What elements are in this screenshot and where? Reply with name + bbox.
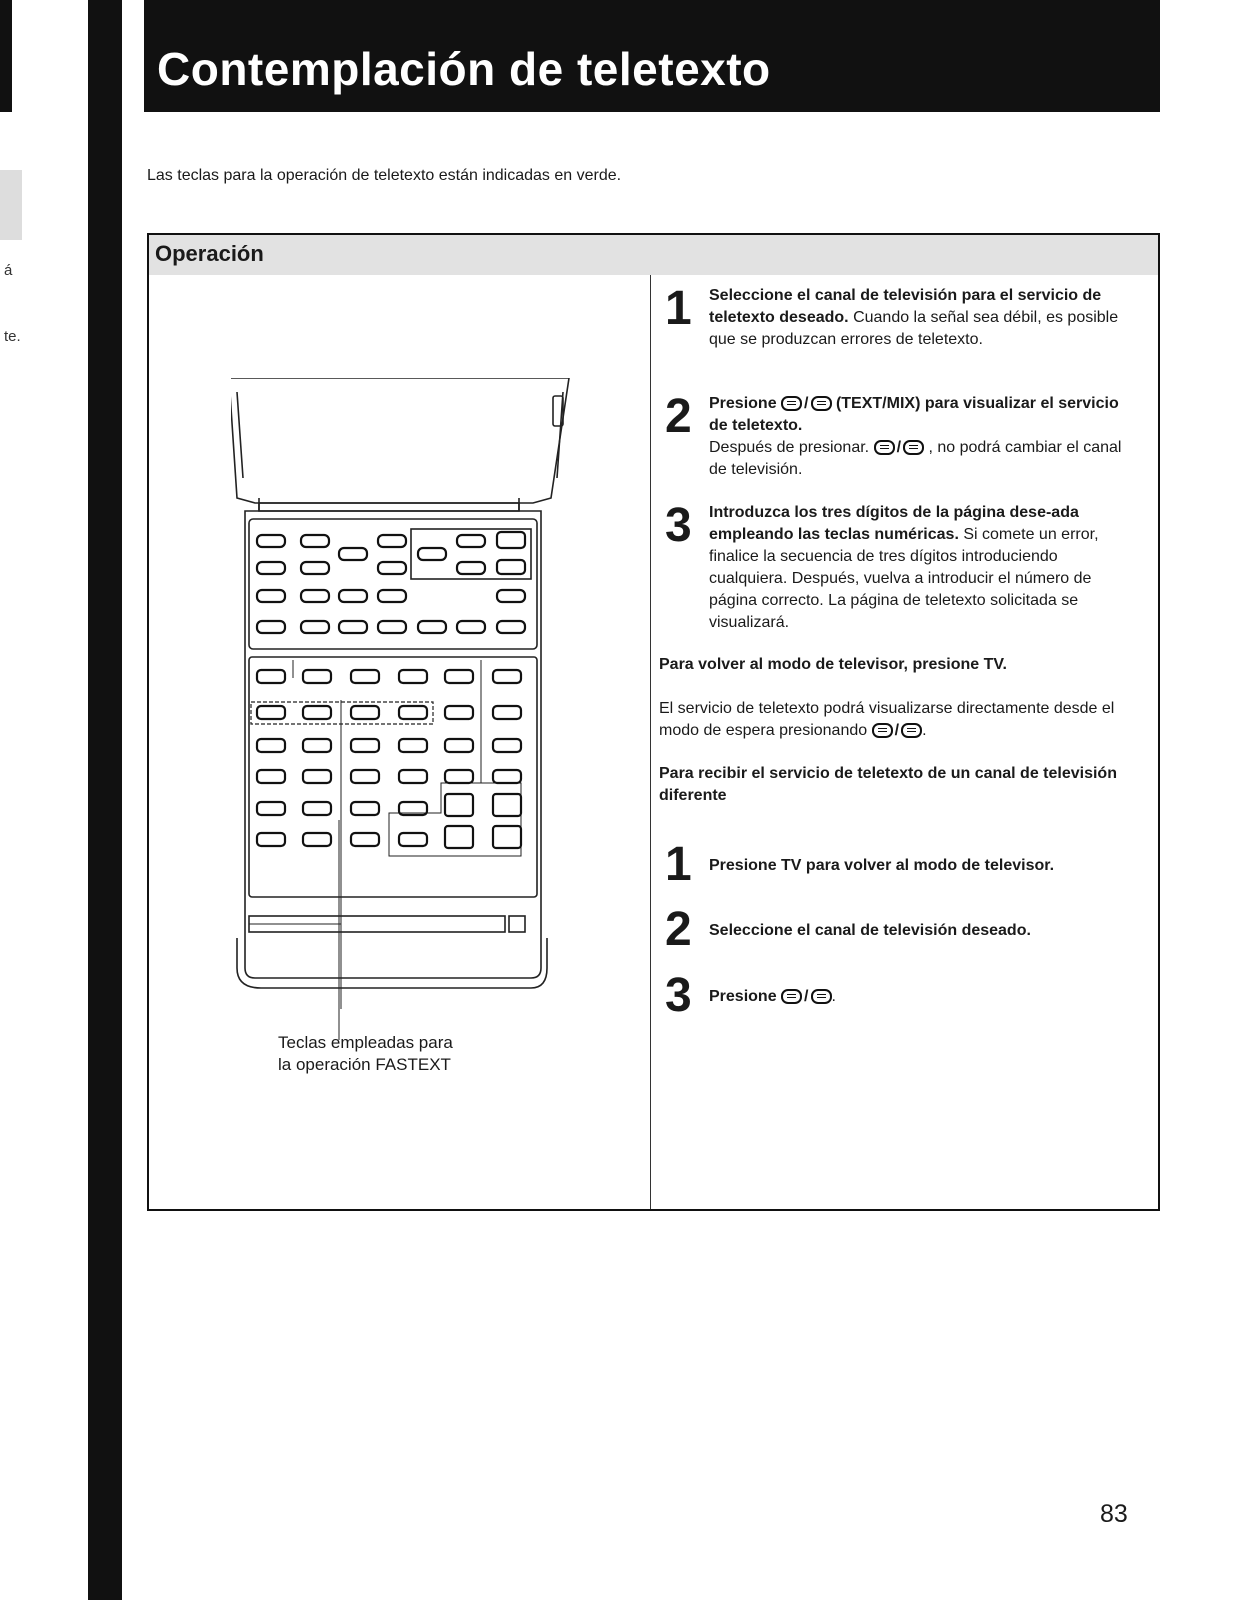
step-rest: Si comete un error, finalice la secuencia de tres dígitos introduciendo cualquiera. Después, vuelva a introducir el número de página correcto. La página de teletexto solicitada se visualizará. <box>709 526 1099 631</box>
caption-line-2: la operación FASTEXT <box>278 1055 451 1074</box>
step-rest-pre: Después de presionar. <box>709 439 870 456</box>
step-bold: Introduzca los tres dígitos de la página dese-ada empleando las teclas numéricas. <box>709 504 1079 543</box>
page-title: Contemplación de teletexto <box>157 43 771 95</box>
step-bold-post: (TEXT/MIX) para visualizar el servicio de teletexto. <box>709 395 1119 434</box>
step-text: Presione / . <box>709 988 836 1005</box>
step-text: Presione / (TEXT/MIX) para visualizar el servicio de teletexto. Después de presionar. / , no podrá cambiar el canal de televisión. <box>709 395 1122 478</box>
side-fragment-2: te. <box>4 328 21 345</box>
step-number: 1 <box>665 838 692 891</box>
step-number: 1 <box>665 282 692 335</box>
intro-text: Las teclas para la operación de teletexto están indicadas en verde. <box>147 167 622 184</box>
tv-mode-note: Para volver al modo de televisor, presione TV. <box>659 656 1007 673</box>
step-number: 2 <box>665 390 692 443</box>
step-bold: Seleccione el canal de televisión para el servicio de teletexto deseado. <box>709 287 1102 326</box>
step-number: 2 <box>665 903 692 956</box>
step-number: 3 <box>665 499 692 552</box>
standby-note: El servicio de teletexto podrá visualizarse directamente desde el modo de espera presionando / . <box>659 700 1115 739</box>
step-b3-text: Presione <box>709 988 777 1005</box>
section-title: Operación <box>155 241 264 266</box>
page-number: 83 <box>1100 1500 1128 1528</box>
step-bold-pre: Presione <box>709 395 777 412</box>
step-rest-post: , no podrá cambiar el canal de televisión. <box>709 439 1122 478</box>
step-text: Presione TV para volver al modo de televisor. <box>709 857 1055 874</box>
step-rest: Cuando la señal sea débil, es posible que se produzcan errores de teletexto. <box>709 309 1119 348</box>
caption-line-1: Teclas empleadas para <box>278 1033 453 1052</box>
other-channel-heading: Para recibir el servicio de teletexto de un canal de televisión diferente <box>659 765 1117 804</box>
side-fragment-1: á <box>4 262 13 279</box>
standby-note-text: El servicio de teletexto podrá visualizarse directamente desde el modo de espera presionando <box>659 700 1115 739</box>
step-number: 3 <box>665 969 692 1022</box>
step-text: Seleccione el canal de televisión deseado. <box>709 922 1031 939</box>
